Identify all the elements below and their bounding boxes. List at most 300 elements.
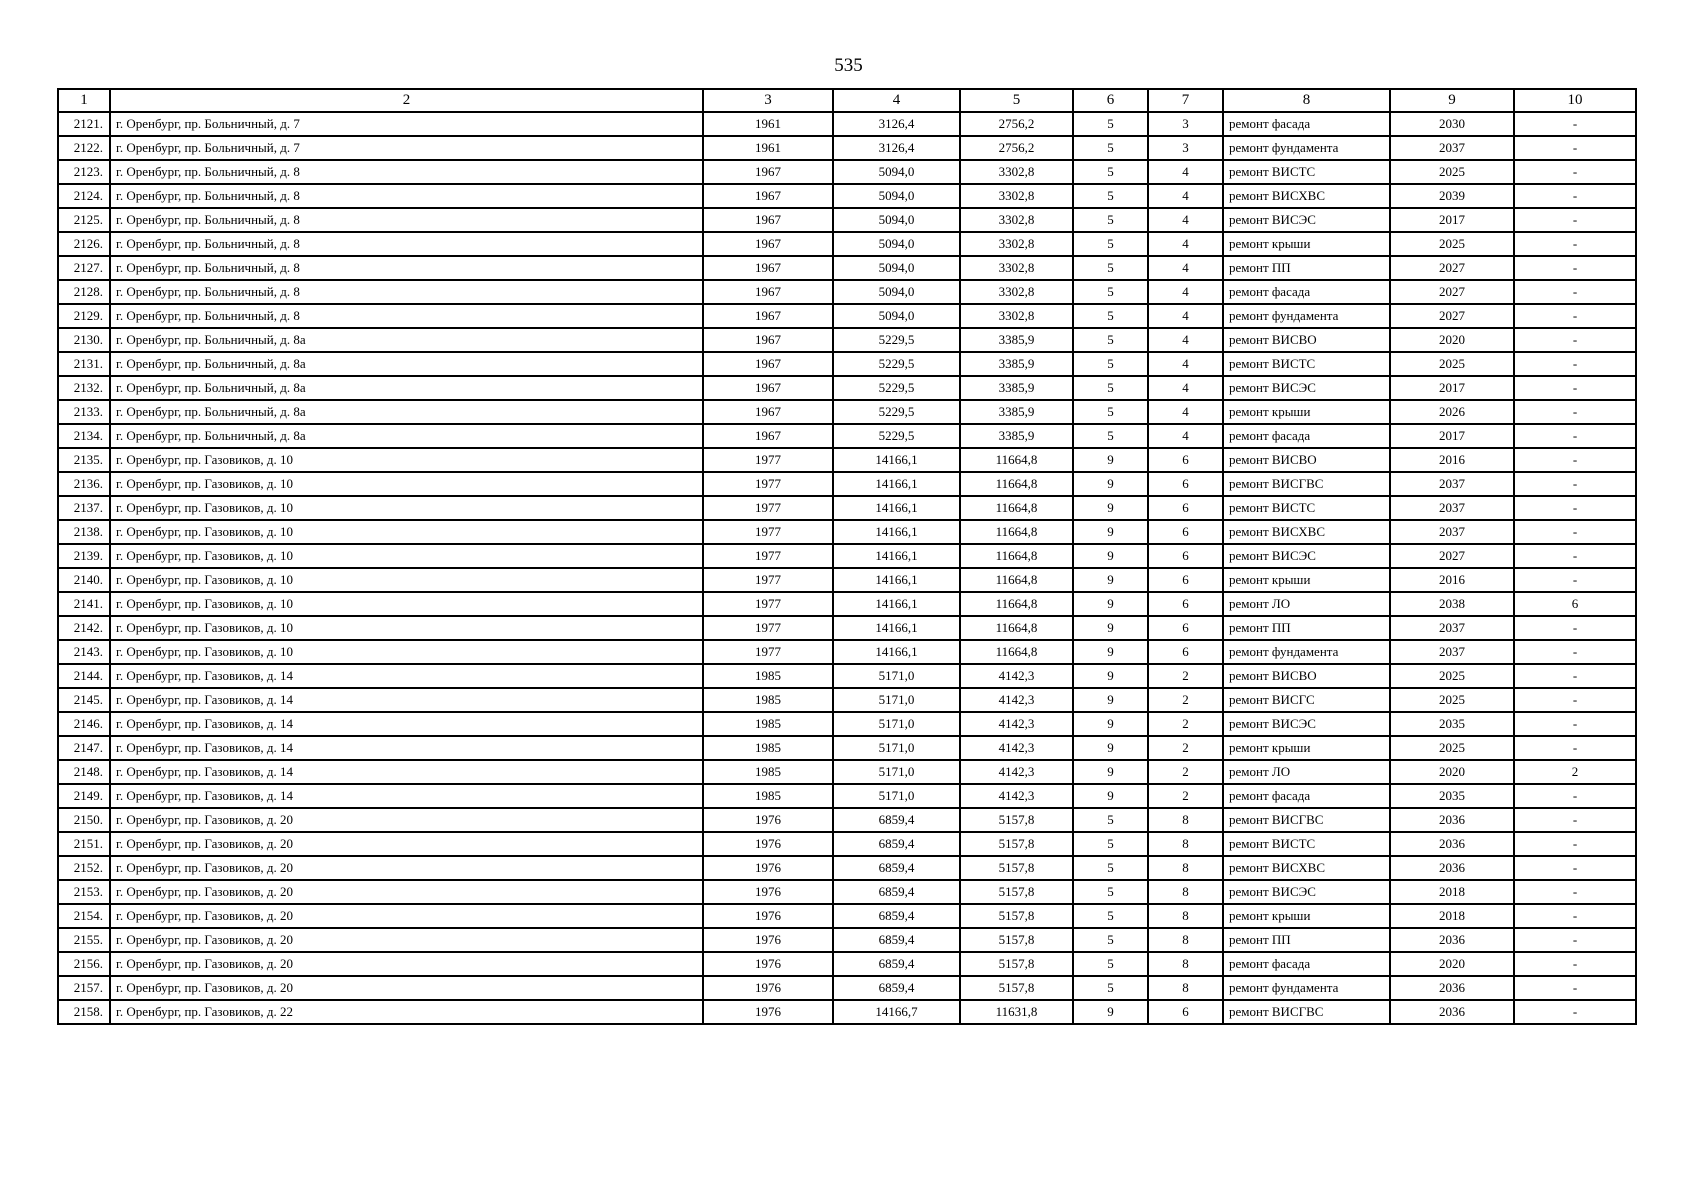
row-number-cell: 2129. (58, 304, 110, 328)
living-area-cell: 3302,8 (960, 232, 1073, 256)
build-year-cell: 1985 (703, 664, 833, 688)
repair-year-cell: 2025 (1390, 352, 1514, 376)
repair-year-cell: 2025 (1390, 160, 1514, 184)
address-cell: г. Оренбург, пр. Газовиков, д. 20 (110, 832, 703, 856)
build-year-cell: 1976 (703, 928, 833, 952)
build-year-cell: 1977 (703, 640, 833, 664)
table-row (58, 736, 1636, 760)
lift-count-cell: - (1514, 400, 1636, 424)
total-area-cell: 5171,0 (833, 784, 960, 808)
row-number-cell: 2145. (58, 688, 110, 712)
address-cell: г. Оренбург, пр. Газовиков, д. 14 (110, 760, 703, 784)
work-type-cell: ремонт ВИСХВС (1223, 520, 1390, 544)
address-cell: г. Оренбург, пр. Газовиков, д. 20 (110, 928, 703, 952)
repair-year-cell: 2025 (1390, 664, 1514, 688)
column-header: 4 (833, 89, 960, 112)
work-type-cell: ремонт крыши (1223, 736, 1390, 760)
row-number-cell: 2126. (58, 232, 110, 256)
work-type-cell: ремонт ВИСТС (1223, 832, 1390, 856)
address-cell: г. Оренбург, пр. Больничный, д. 8а (110, 328, 703, 352)
entrances-cell: 8 (1148, 808, 1223, 832)
address-cell: г. Оренбург, пр. Газовиков, д. 10 (110, 592, 703, 616)
total-area-cell: 5229,5 (833, 352, 960, 376)
work-type-cell: ремонт фундамента (1223, 640, 1390, 664)
work-type-cell: ремонт ВИСВО (1223, 448, 1390, 472)
build-year-cell: 1976 (703, 952, 833, 976)
lift-count-cell: - (1514, 1000, 1636, 1024)
floors-cell: 5 (1073, 880, 1148, 904)
lift-count-cell: - (1514, 184, 1636, 208)
repair-year-cell: 2027 (1390, 304, 1514, 328)
entrances-cell: 4 (1148, 256, 1223, 280)
build-year-cell: 1976 (703, 856, 833, 880)
living-area-cell: 3385,9 (960, 352, 1073, 376)
row-number-cell: 2138. (58, 520, 110, 544)
work-type-cell: ремонт ЛО (1223, 592, 1390, 616)
living-area-cell: 11664,8 (960, 544, 1073, 568)
living-area-cell: 3302,8 (960, 160, 1073, 184)
living-area-cell: 11664,8 (960, 616, 1073, 640)
floors-cell: 5 (1073, 976, 1148, 1000)
build-year-cell: 1977 (703, 568, 833, 592)
column-header: 2 (110, 89, 703, 112)
work-type-cell: ремонт фасада (1223, 112, 1390, 136)
work-type-cell: ремонт фасада (1223, 280, 1390, 304)
address-cell: г. Оренбург, пр. Больничный, д. 8 (110, 208, 703, 232)
floors-cell: 9 (1073, 448, 1148, 472)
table-row (58, 304, 1636, 328)
floors-cell: 5 (1073, 112, 1148, 136)
table-row (58, 160, 1636, 184)
entrances-cell: 4 (1148, 184, 1223, 208)
table-row (58, 112, 1636, 136)
total-area-cell: 14166,1 (833, 640, 960, 664)
work-type-cell: ремонт ВИСЭС (1223, 376, 1390, 400)
floors-cell: 9 (1073, 712, 1148, 736)
row-number-cell: 2128. (58, 280, 110, 304)
repair-year-cell: 2027 (1390, 280, 1514, 304)
living-area-cell: 3385,9 (960, 376, 1073, 400)
build-year-cell: 1985 (703, 712, 833, 736)
table-row (58, 904, 1636, 928)
build-year-cell: 1961 (703, 112, 833, 136)
floors-cell: 9 (1073, 760, 1148, 784)
floors-cell: 9 (1073, 544, 1148, 568)
work-type-cell: ремонт ВИСТС (1223, 352, 1390, 376)
floors-cell: 9 (1073, 688, 1148, 712)
entrances-cell: 6 (1148, 592, 1223, 616)
column-header: 6 (1073, 89, 1148, 112)
repair-year-cell: 2027 (1390, 544, 1514, 568)
total-area-cell: 5171,0 (833, 712, 960, 736)
floors-cell: 9 (1073, 664, 1148, 688)
address-cell: г. Оренбург, пр. Больничный, д. 8 (110, 280, 703, 304)
build-year-cell: 1976 (703, 976, 833, 1000)
lift-count-cell: - (1514, 640, 1636, 664)
table-row (58, 472, 1636, 496)
floors-cell: 5 (1073, 808, 1148, 832)
living-area-cell: 11664,8 (960, 592, 1073, 616)
address-cell: г. Оренбург, пр. Больничный, д. 8 (110, 256, 703, 280)
address-cell: г. Оренбург, пр. Газовиков, д. 10 (110, 640, 703, 664)
work-type-cell: ремонт ЛО (1223, 760, 1390, 784)
lift-count-cell: - (1514, 232, 1636, 256)
build-year-cell: 1967 (703, 208, 833, 232)
build-year-cell: 1976 (703, 832, 833, 856)
address-cell: г. Оренбург, пр. Газовиков, д. 22 (110, 1000, 703, 1024)
living-area-cell: 5157,8 (960, 928, 1073, 952)
build-year-cell: 1967 (703, 376, 833, 400)
repair-year-cell: 2036 (1390, 1000, 1514, 1024)
lift-count-cell: - (1514, 376, 1636, 400)
work-type-cell: ремонт ВИСТС (1223, 496, 1390, 520)
table-row (58, 448, 1636, 472)
table-row (58, 760, 1636, 784)
work-type-cell: ремонт ПП (1223, 256, 1390, 280)
address-cell: г. Оренбург, пр. Газовиков, д. 20 (110, 976, 703, 1000)
entrances-cell: 6 (1148, 448, 1223, 472)
entrances-cell: 2 (1148, 784, 1223, 808)
repair-year-cell: 2020 (1390, 952, 1514, 976)
table-row (58, 280, 1636, 304)
address-cell: г. Оренбург, пр. Газовиков, д. 10 (110, 520, 703, 544)
repair-year-cell: 2030 (1390, 112, 1514, 136)
column-header: 10 (1514, 89, 1636, 112)
total-area-cell: 5171,0 (833, 760, 960, 784)
entrances-cell: 6 (1148, 496, 1223, 520)
build-year-cell: 1967 (703, 400, 833, 424)
table-row (58, 376, 1636, 400)
entrances-cell: 2 (1148, 760, 1223, 784)
row-number-cell: 2144. (58, 664, 110, 688)
build-year-cell: 1967 (703, 424, 833, 448)
total-area-cell: 5171,0 (833, 664, 960, 688)
entrances-cell: 2 (1148, 736, 1223, 760)
build-year-cell: 1967 (703, 232, 833, 256)
entrances-cell: 4 (1148, 280, 1223, 304)
living-area-cell: 3302,8 (960, 208, 1073, 232)
work-type-cell: ремонт фасада (1223, 424, 1390, 448)
living-area-cell: 4142,3 (960, 760, 1073, 784)
entrances-cell: 2 (1148, 664, 1223, 688)
living-area-cell: 4142,3 (960, 784, 1073, 808)
table-row (58, 232, 1636, 256)
living-area-cell: 5157,8 (960, 808, 1073, 832)
lift-count-cell: - (1514, 112, 1636, 136)
lift-count-cell: - (1514, 424, 1636, 448)
row-number-cell: 2149. (58, 784, 110, 808)
living-area-cell: 3385,9 (960, 424, 1073, 448)
repair-year-cell: 2026 (1390, 400, 1514, 424)
work-type-cell: ремонт ВИСЭС (1223, 880, 1390, 904)
table-row (58, 592, 1636, 616)
row-number-cell: 2139. (58, 544, 110, 568)
total-area-cell: 14166,7 (833, 1000, 960, 1024)
entrances-cell: 6 (1148, 544, 1223, 568)
entrances-cell: 4 (1148, 328, 1223, 352)
work-type-cell: ремонт крыши (1223, 568, 1390, 592)
living-area-cell: 4142,3 (960, 712, 1073, 736)
table-row (58, 640, 1636, 664)
work-type-cell: ремонт ВИСХВС (1223, 184, 1390, 208)
floors-cell: 5 (1073, 904, 1148, 928)
build-year-cell: 1976 (703, 904, 833, 928)
floors-cell: 9 (1073, 640, 1148, 664)
work-type-cell: ремонт ВИСЭС (1223, 208, 1390, 232)
total-area-cell: 6859,4 (833, 928, 960, 952)
address-cell: г. Оренбург, пр. Газовиков, д. 20 (110, 880, 703, 904)
table-row (58, 832, 1636, 856)
build-year-cell: 1977 (703, 448, 833, 472)
work-type-cell: ремонт крыши (1223, 232, 1390, 256)
total-area-cell: 14166,1 (833, 544, 960, 568)
work-type-cell: ремонт фундамента (1223, 136, 1390, 160)
lift-count-cell: - (1514, 976, 1636, 1000)
repair-year-cell: 2017 (1390, 376, 1514, 400)
table-row (58, 256, 1636, 280)
repair-year-cell: 2037 (1390, 640, 1514, 664)
build-year-cell: 1967 (703, 160, 833, 184)
table-row (58, 712, 1636, 736)
address-cell: г. Оренбург, пр. Газовиков, д. 14 (110, 688, 703, 712)
floors-cell: 5 (1073, 208, 1148, 232)
living-area-cell: 11664,8 (960, 568, 1073, 592)
build-year-cell: 1977 (703, 616, 833, 640)
floors-cell: 9 (1073, 784, 1148, 808)
row-number-cell: 2124. (58, 184, 110, 208)
living-area-cell: 4142,3 (960, 736, 1073, 760)
work-type-cell: ремонт фасада (1223, 952, 1390, 976)
entrances-cell: 2 (1148, 688, 1223, 712)
total-area-cell: 5094,0 (833, 208, 960, 232)
row-number-cell: 2125. (58, 208, 110, 232)
row-number-cell: 2153. (58, 880, 110, 904)
floors-cell: 5 (1073, 256, 1148, 280)
entrances-cell: 6 (1148, 520, 1223, 544)
row-number-cell: 2142. (58, 616, 110, 640)
entrances-cell: 4 (1148, 376, 1223, 400)
living-area-cell: 3302,8 (960, 256, 1073, 280)
total-area-cell: 14166,1 (833, 520, 960, 544)
total-area-cell: 14166,1 (833, 592, 960, 616)
row-number-cell: 2122. (58, 136, 110, 160)
living-area-cell: 11664,8 (960, 472, 1073, 496)
repair-year-cell: 2037 (1390, 496, 1514, 520)
work-type-cell: ремонт ВИСВО (1223, 328, 1390, 352)
total-area-cell: 6859,4 (833, 880, 960, 904)
work-type-cell: ремонт ВИСЭС (1223, 544, 1390, 568)
entrances-cell: 6 (1148, 472, 1223, 496)
row-number-cell: 2152. (58, 856, 110, 880)
floors-cell: 9 (1073, 520, 1148, 544)
floors-cell: 5 (1073, 328, 1148, 352)
total-area-cell: 5094,0 (833, 256, 960, 280)
address-cell: г. Оренбург, пр. Газовиков, д. 10 (110, 544, 703, 568)
total-area-cell: 5229,5 (833, 328, 960, 352)
table-row (58, 784, 1636, 808)
repair-year-cell: 2025 (1390, 736, 1514, 760)
row-number-cell: 2147. (58, 736, 110, 760)
repair-year-cell: 2020 (1390, 760, 1514, 784)
row-number-cell: 2123. (58, 160, 110, 184)
address-cell: г. Оренбург, пр. Газовиков, д. 14 (110, 736, 703, 760)
work-type-cell: ремонт крыши (1223, 400, 1390, 424)
lift-count-cell: - (1514, 904, 1636, 928)
address-cell: г. Оренбург, пр. Газовиков, д. 14 (110, 712, 703, 736)
row-number-cell: 2148. (58, 760, 110, 784)
table-row (58, 328, 1636, 352)
entrances-cell: 6 (1148, 616, 1223, 640)
living-area-cell: 11664,8 (960, 448, 1073, 472)
total-area-cell: 6859,4 (833, 952, 960, 976)
lift-count-cell: - (1514, 880, 1636, 904)
repair-year-cell: 2036 (1390, 856, 1514, 880)
work-type-cell: ремонт ВИСГВС (1223, 1000, 1390, 1024)
floors-cell: 9 (1073, 616, 1148, 640)
floors-cell: 9 (1073, 568, 1148, 592)
living-area-cell: 2756,2 (960, 112, 1073, 136)
repair-year-cell: 2017 (1390, 424, 1514, 448)
living-area-cell: 5157,8 (960, 952, 1073, 976)
lift-count-cell: - (1514, 808, 1636, 832)
address-cell: г. Оренбург, пр. Газовиков, д. 10 (110, 568, 703, 592)
floors-cell: 9 (1073, 1000, 1148, 1024)
lift-count-cell: - (1514, 328, 1636, 352)
address-cell: г. Оренбург, пр. Больничный, д. 7 (110, 112, 703, 136)
row-number-cell: 2157. (58, 976, 110, 1000)
total-area-cell: 5229,5 (833, 400, 960, 424)
build-year-cell: 1985 (703, 760, 833, 784)
column-header: 8 (1223, 89, 1390, 112)
work-type-cell: ремонт крыши (1223, 904, 1390, 928)
total-area-cell: 5229,5 (833, 424, 960, 448)
entrances-cell: 4 (1148, 232, 1223, 256)
row-number-cell: 2158. (58, 1000, 110, 1024)
living-area-cell: 2756,2 (960, 136, 1073, 160)
address-cell: г. Оренбург, пр. Больничный, д. 8 (110, 160, 703, 184)
repair-year-cell: 2036 (1390, 832, 1514, 856)
floors-cell: 5 (1073, 376, 1148, 400)
entrances-cell: 4 (1148, 304, 1223, 328)
floors-cell: 5 (1073, 856, 1148, 880)
work-type-cell: ремонт ВИСТС (1223, 160, 1390, 184)
build-year-cell: 1985 (703, 784, 833, 808)
work-type-cell: ремонт ВИСГВС (1223, 472, 1390, 496)
repair-year-cell: 2037 (1390, 520, 1514, 544)
lift-count-cell: - (1514, 280, 1636, 304)
lift-count-cell: - (1514, 304, 1636, 328)
floors-cell: 5 (1073, 160, 1148, 184)
table-row (58, 1000, 1636, 1024)
repair-year-cell: 2036 (1390, 928, 1514, 952)
table-row (58, 496, 1636, 520)
address-cell: г. Оренбург, пр. Больничный, д. 8а (110, 400, 703, 424)
floors-cell: 5 (1073, 304, 1148, 328)
entrances-cell: 8 (1148, 952, 1223, 976)
total-area-cell: 5171,0 (833, 736, 960, 760)
repair-year-cell: 2035 (1390, 784, 1514, 808)
entrances-cell: 2 (1148, 712, 1223, 736)
row-number-cell: 2131. (58, 352, 110, 376)
entrances-cell: 4 (1148, 352, 1223, 376)
total-area-cell: 5094,0 (833, 280, 960, 304)
address-cell: г. Оренбург, пр. Газовиков, д. 14 (110, 784, 703, 808)
address-cell: г. Оренбург, пр. Больничный, д. 8 (110, 304, 703, 328)
entrances-cell: 3 (1148, 112, 1223, 136)
entrances-cell: 8 (1148, 928, 1223, 952)
table-row (58, 424, 1636, 448)
row-number-cell: 2134. (58, 424, 110, 448)
build-year-cell: 1967 (703, 304, 833, 328)
row-number-cell: 2154. (58, 904, 110, 928)
living-area-cell: 5157,8 (960, 904, 1073, 928)
build-year-cell: 1967 (703, 256, 833, 280)
total-area-cell: 6859,4 (833, 808, 960, 832)
build-year-cell: 1976 (703, 1000, 833, 1024)
work-type-cell: ремонт ВИСЭС (1223, 712, 1390, 736)
table-row (58, 400, 1636, 424)
repair-year-cell: 2025 (1390, 232, 1514, 256)
page-number: 535 (834, 55, 863, 76)
entrances-cell: 6 (1148, 1000, 1223, 1024)
row-number-cell: 2136. (58, 472, 110, 496)
table-row (58, 136, 1636, 160)
address-cell: г. Оренбург, пр. Больничный, д. 8а (110, 352, 703, 376)
entrances-cell: 8 (1148, 976, 1223, 1000)
floors-cell: 5 (1073, 424, 1148, 448)
column-header: 1 (58, 89, 110, 112)
build-year-cell: 1961 (703, 136, 833, 160)
entrances-cell: 8 (1148, 832, 1223, 856)
lift-count-cell: - (1514, 160, 1636, 184)
build-year-cell: 1977 (703, 472, 833, 496)
repair-year-cell: 2036 (1390, 808, 1514, 832)
row-number-cell: 2127. (58, 256, 110, 280)
entrances-cell: 8 (1148, 904, 1223, 928)
floors-cell: 5 (1073, 352, 1148, 376)
work-type-cell: ремонт ПП (1223, 616, 1390, 640)
lift-count-cell: - (1514, 352, 1636, 376)
floors-cell: 5 (1073, 232, 1148, 256)
lift-count-cell: - (1514, 136, 1636, 160)
floors-cell: 9 (1073, 496, 1148, 520)
row-number-cell: 2121. (58, 112, 110, 136)
total-area-cell: 6859,4 (833, 904, 960, 928)
floors-cell: 5 (1073, 280, 1148, 304)
address-cell: г. Оренбург, пр. Газовиков, д. 20 (110, 904, 703, 928)
repair-year-cell: 2025 (1390, 688, 1514, 712)
table-row (58, 352, 1636, 376)
capital-repair-table (57, 88, 1637, 1025)
floors-cell: 9 (1073, 736, 1148, 760)
table-row (58, 688, 1636, 712)
row-number-cell: 2150. (58, 808, 110, 832)
lift-count-cell: - (1514, 856, 1636, 880)
lift-count-cell: - (1514, 256, 1636, 280)
repair-year-cell: 2016 (1390, 568, 1514, 592)
repair-year-cell: 2037 (1390, 472, 1514, 496)
row-number-cell: 2133. (58, 400, 110, 424)
living-area-cell: 3302,8 (960, 184, 1073, 208)
living-area-cell: 11664,8 (960, 496, 1073, 520)
address-cell: г. Оренбург, пр. Газовиков, д. 20 (110, 856, 703, 880)
address-cell: г. Оренбург, пр. Больничный, д. 7 (110, 136, 703, 160)
lift-count-cell: - (1514, 664, 1636, 688)
lift-count-cell: - (1514, 832, 1636, 856)
table-body (58, 112, 1636, 1024)
floors-cell: 5 (1073, 136, 1148, 160)
table-row (58, 208, 1636, 232)
